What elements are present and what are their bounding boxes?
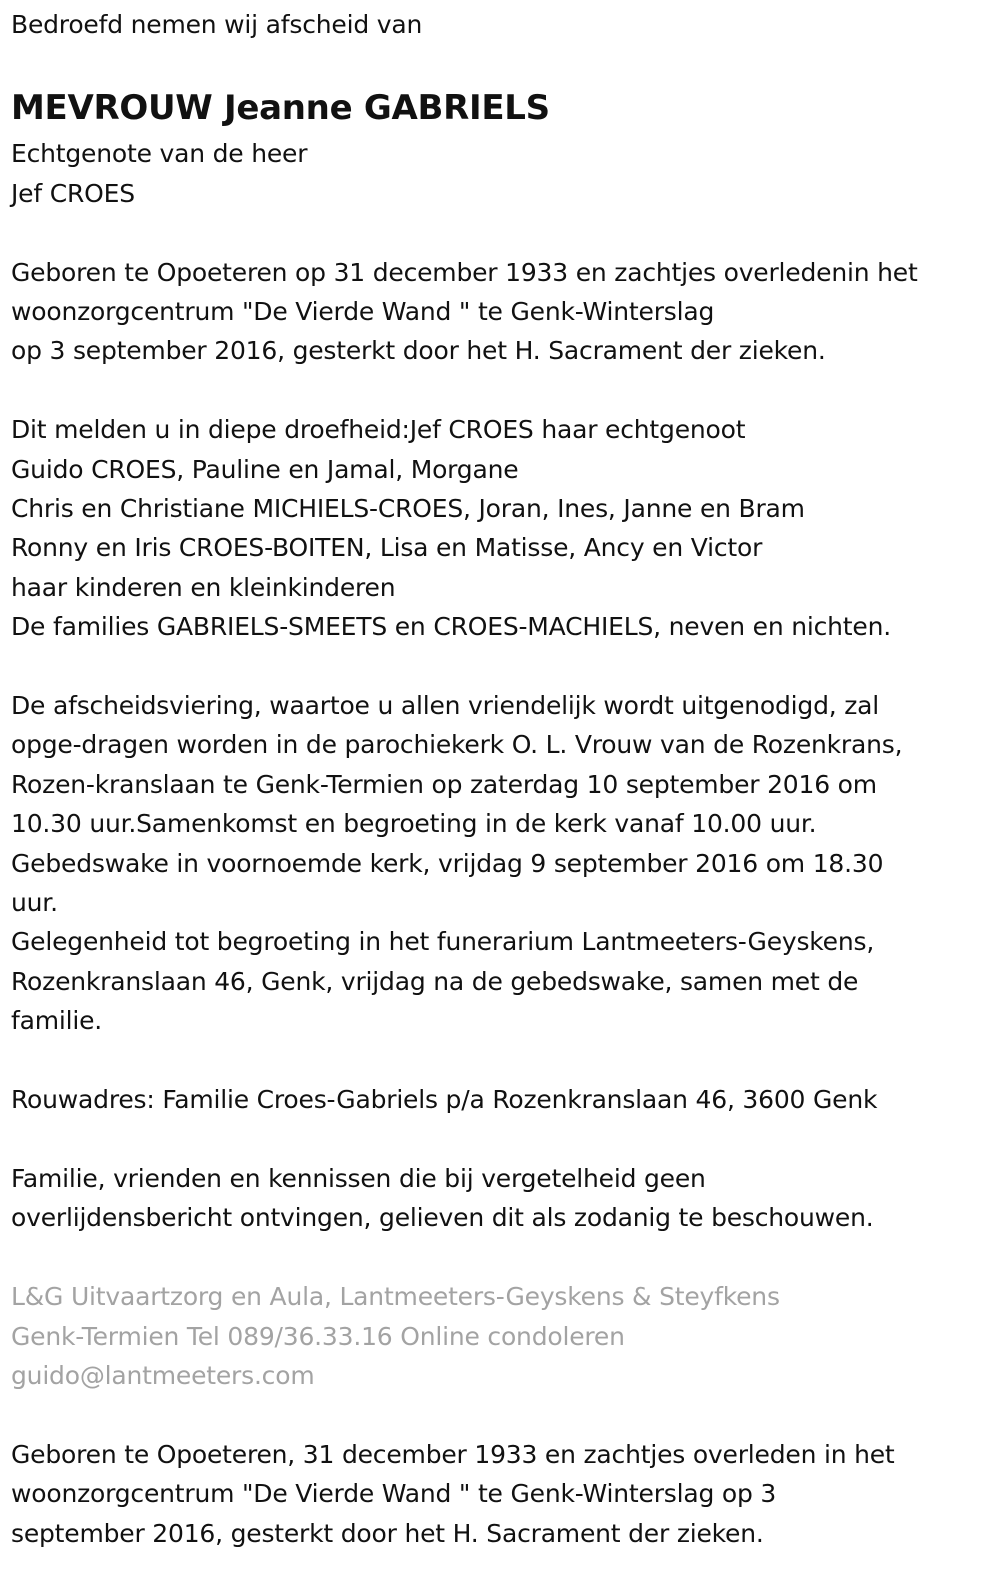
ceremony-line: familie. bbox=[11, 1006, 103, 1036]
closing-line: Familie, vrienden en kennissen die bij vergetelheid geen bbox=[11, 1163, 706, 1193]
closing-line: overlijdensbericht ontvingen, gelieven dit als zodanig te beschouwen. bbox=[11, 1203, 874, 1233]
spouse-line: Echtgenote van de heer bbox=[11, 139, 308, 169]
spouse-line: Jef CROES bbox=[11, 178, 135, 208]
family-line: De families GABRIELS-SMEETS en CROES-MACHIELS, neven en nichten. bbox=[11, 612, 891, 642]
family-line: Chris en Christiane MICHIELS-CROES, Joran, Ines, Janne en Bram bbox=[11, 494, 805, 524]
mourning-address: Rouwadres: Familie Croes-Gabriels p/a Rozenkranslaan 46, 3600 Genk bbox=[11, 1085, 878, 1115]
birth-death-line: Geboren te Opoeteren op 31 december 1933 en zachtjes overledenin het bbox=[11, 257, 918, 287]
family-block bbox=[11, 410, 986, 646]
summary-line: Geboren te Opoeteren, 31 december 1933 en zachtjes overleden in het bbox=[11, 1439, 895, 1469]
summary-line: september 2016, gesterkt door het H. Sacrament der zieken. bbox=[11, 1518, 764, 1548]
ceremony-line: opge-dragen worden in de parochiekerk O. L. Vrouw van de Rozenkrans, bbox=[11, 730, 903, 760]
intro-text: Bedroefd nemen wij afscheid van bbox=[11, 10, 423, 39]
ceremony-line: Rozenkranslaan 46, Genk, vrijdag na de gebedswake, samen met de bbox=[11, 966, 859, 996]
spouse-block bbox=[11, 134, 986, 213]
summary-line: woonzorgcentrum "De Vierde Wand " te Genk-Winterslag op 3 bbox=[11, 1479, 777, 1509]
funeral-home-block bbox=[11, 1277, 986, 1395]
ceremony-line: Gelegenheid tot begroeting in het funerarium Lantmeeters-Geyskens, bbox=[11, 927, 875, 957]
funeral-home-line: Genk-Termien Tel 089/36.33.16 Online condoleren bbox=[11, 1321, 625, 1351]
ceremony-line: De afscheidsviering, waartoe u allen vriendelijk wordt uitgenodigd, zal bbox=[11, 691, 880, 721]
family-line: Guido CROES, Pauline en Jamal, Morgane bbox=[11, 454, 519, 484]
closing-block bbox=[11, 1159, 986, 1238]
ceremony-line: 10.30 uur.Samenkomst en begroeting in de kerk vanaf 10.00 uur. bbox=[11, 809, 817, 839]
funeral-home-email: guido@lantmeeters.com bbox=[11, 1360, 315, 1390]
birth-death-block bbox=[11, 253, 986, 371]
family-line: Ronny en Iris CROES-BOITEN, Lisa en Matisse, Ancy en Victor bbox=[11, 533, 763, 563]
funeral-home-line: L&G Uitvaartzorg en Aula, Lantmeeters-Geyskens & Steyfkens bbox=[11, 1282, 780, 1312]
family-line: Dit melden u in diepe droefheid:Jef CROES haar echtgenoot bbox=[11, 415, 746, 445]
birth-death-line: op 3 september 2016, gesterkt door het H. Sacrament der zieken. bbox=[11, 336, 826, 366]
birth-death-line: woonzorgcentrum "De Vierde Wand " te Genk-Winterslag bbox=[11, 297, 715, 327]
ceremony-line: Rozen-kranslaan te Genk-Termien op zaterdag 10 september 2016 om bbox=[11, 769, 877, 799]
ceremony-line: Gebedswake in voornoemde kerk, vrijdag 9 september 2016 om 18.30 bbox=[11, 848, 884, 878]
family-line: haar kinderen en kleinkinderen bbox=[11, 572, 396, 602]
obituary-notice bbox=[11, 0, 986, 1553]
ceremony-line: uur. bbox=[11, 888, 58, 918]
deceased-name: MEVROUW Jeanne GABRIELS bbox=[11, 88, 550, 129]
ceremony-block bbox=[11, 686, 986, 1041]
summary-block bbox=[11, 1435, 986, 1553]
